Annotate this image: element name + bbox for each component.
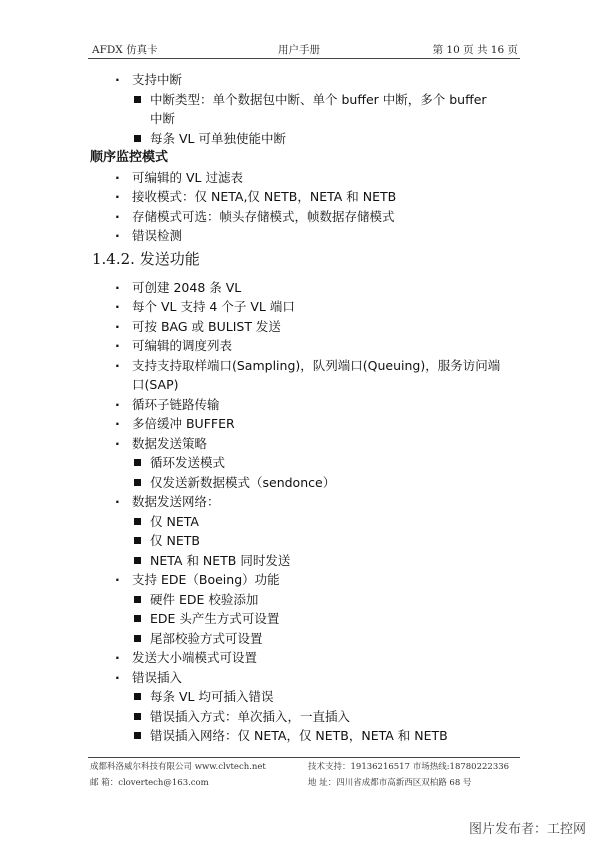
footer-company: 成都科洛威尔科技有限公司 www.clvtech.net <box>90 762 266 772</box>
sub-bullet-item: NETA 和 NETB 同时发送 <box>90 551 520 571</box>
header-product: AFDX 仿真卡 <box>92 44 158 56</box>
sub-bullet-item: EDE 头产生方式可设置 <box>90 609 520 629</box>
sub-bullet-item: 错误插入网络：仅 NETA，仅 NETB，NETA 和 NETB <box>90 726 520 746</box>
bullet-item: · 错误检测 <box>90 226 520 246</box>
footer-address: 地 址：四川省成都市高新西区双柏路 68 号 <box>308 778 472 788</box>
document-body <box>90 70 520 746</box>
bullet-item: · 支持 EDE（Boeing）功能 <box>90 570 520 590</box>
bullet-item: · 存储模式可选：帧头存储模式，帧数据存储模式 <box>90 207 520 227</box>
footer-divider <box>88 757 520 758</box>
bullet-item: · 发送大小端模式可设置 <box>90 648 520 668</box>
header-doc-title: 用户手册 <box>278 44 320 56</box>
sub-bullet-item: 每条 VL 可单独使能中断 <box>90 129 520 149</box>
sub-bullet-item: 每条 VL 均可插入错误 <box>90 687 520 707</box>
bullet-item: · 循环子链路传输 <box>90 395 520 415</box>
header-divider <box>88 58 520 59</box>
sub-bullet-item: 仅发送新数据模式（sendonce） <box>90 473 520 493</box>
sub-bullet-item: 循环发送模式 <box>90 453 520 473</box>
section-heading: 1.4.2. 发送功能 <box>92 249 200 268</box>
bullet-item: · 多倍缓冲 BUFFER <box>90 414 520 434</box>
sub-bullet-item: 仅 NETB <box>90 531 520 551</box>
bullet-item: · 数据发送策略 <box>90 434 520 454</box>
bullet-item: · 可编辑的调度列表 <box>90 336 520 356</box>
page-header <box>88 40 520 58</box>
sub-bullet-item: 仅 NETA <box>90 512 520 532</box>
bullet-item: · 接收模式：仅 NETA,仅 NETB，NETA 和 NETB <box>90 187 520 207</box>
bullet-item: · 支持支持取样端口(Sampling)，队列端口(Queuing)，服务访问端口(SAP) <box>90 356 502 395</box>
bullet-item: · 每个 VL 支持 4 个子 VL 端口 <box>90 297 520 317</box>
bullet-item: · 可创建 2048 条 VL <box>90 278 520 298</box>
bullet-item: · 可按 BAG 或 BULIST 发送 <box>90 317 520 337</box>
footer-email: 邮 箱：clovertech@163.com <box>90 778 209 788</box>
sub-bullet-item: 中断类型：单个数据包中断、单个 buffer 中断，多个 buffer <box>90 90 520 110</box>
sub-bullet-item: 错误插入方式：单次插入，一直插入 <box>90 707 520 727</box>
sub-bullet-item: 硬件 EDE 校验添加 <box>90 590 520 610</box>
bullet-item: · 支持中断 <box>90 70 520 90</box>
sub-bullet-continuation: 中断 <box>150 111 176 126</box>
watermark: 图片发布者：工控网 <box>468 822 586 837</box>
sub-bullet-item: 尾部校验方式可设置 <box>90 629 520 649</box>
bullet-item: · 可编辑的 VL 过滤表 <box>90 168 520 188</box>
bullet-item: · 数据发送网络： <box>90 492 520 512</box>
bullet-item: · 错误插入 <box>90 668 520 688</box>
footer-support: 技术支持：19136216517 市场热线:18780222336 <box>308 762 510 772</box>
header-page-number: 第 10 页 共 16 页 <box>432 44 518 56</box>
subsection-heading: 顺序监控模式 <box>90 150 169 165</box>
